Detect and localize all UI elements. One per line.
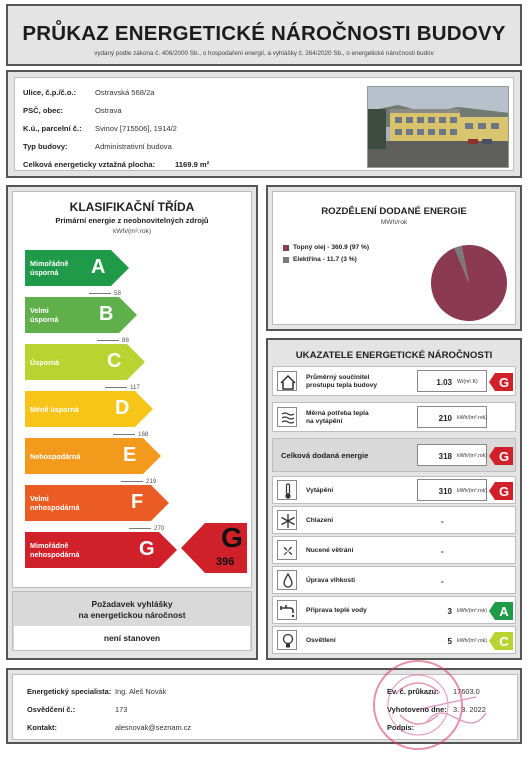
threshold-value: 88 bbox=[122, 337, 129, 344]
legend-swatch bbox=[283, 245, 289, 251]
indicator-badge-letter: G bbox=[498, 449, 510, 464]
snowflake-icon bbox=[277, 510, 297, 530]
info-label: PSČ, obec: bbox=[23, 106, 64, 115]
official-stamp bbox=[356, 653, 496, 757]
rating-letter: G bbox=[221, 522, 243, 553]
classification-scale bbox=[12, 191, 252, 588]
indicator-unit: kWh/(m².rok) bbox=[457, 638, 487, 644]
requirement-box bbox=[12, 591, 252, 651]
class-label: Úsporná bbox=[30, 358, 60, 367]
indicator-value: 3 bbox=[447, 607, 452, 616]
thermometer-icon bbox=[277, 480, 297, 500]
classification-title: KLASIFIKAČNÍ TŘÍDA bbox=[69, 200, 195, 214]
indicator-badge bbox=[489, 373, 513, 391]
indicator-name: Úprava vlhkosti bbox=[306, 577, 356, 584]
indicator-unit: kWh/(m².rok) bbox=[457, 608, 487, 614]
class-bar-g bbox=[25, 532, 177, 568]
contact-value: alesnovak@seznam.cz bbox=[115, 723, 192, 732]
class-label: Méně úsporná bbox=[30, 405, 79, 414]
info-value: Ostravská 568/2a bbox=[95, 88, 155, 97]
class-letter: A bbox=[91, 256, 106, 278]
threshold-line bbox=[97, 340, 119, 341]
class-bar-e bbox=[25, 438, 161, 474]
indicator-row bbox=[272, 402, 516, 432]
house-icon bbox=[277, 371, 297, 391]
legend-swatch bbox=[283, 257, 289, 263]
class-letter: C bbox=[107, 350, 122, 372]
contact-label: Kontakt: bbox=[27, 723, 57, 732]
indicator-name: Měrná potřeba tepla na vytápění bbox=[306, 410, 369, 425]
cert-value: 173 bbox=[115, 705, 128, 714]
info-label: K.ú., parcelní č.: bbox=[23, 124, 82, 133]
class-bar-c bbox=[25, 344, 145, 380]
threshold-value: 117 bbox=[130, 384, 140, 391]
class-bar-d bbox=[25, 391, 153, 427]
class-label: Nehospodárná bbox=[30, 452, 81, 461]
classification-panel bbox=[6, 185, 258, 660]
heat-waves-icon bbox=[277, 407, 297, 427]
info-label: Typ budovy: bbox=[23, 142, 68, 151]
threshold-line bbox=[121, 481, 143, 482]
document-subtitle: vydaný podle zákona č. 406/2000 Sb., o hospodaření energií, a vyhlášky č. 264/2020 Sb., o energetické náročnosti budov bbox=[94, 50, 434, 57]
indicator-row bbox=[272, 366, 516, 396]
specialist-label: Energetický specialista: bbox=[27, 687, 112, 696]
header-panel bbox=[6, 4, 522, 66]
class-letter: D bbox=[115, 397, 130, 419]
class-letter: E bbox=[123, 444, 137, 466]
threshold-line bbox=[105, 387, 127, 388]
building-photo bbox=[367, 86, 509, 168]
indicator-name: Vytápění bbox=[306, 487, 334, 494]
energy-split-box bbox=[272, 191, 516, 325]
cert-label: Osvědčení č.: bbox=[27, 705, 76, 714]
indicator-value: 1.03 bbox=[436, 378, 452, 387]
building-info-panel bbox=[6, 70, 522, 178]
threshold-line bbox=[89, 293, 111, 294]
lightbulb-icon bbox=[277, 630, 297, 650]
requirement-line-2: na energetickou náročnost bbox=[78, 610, 186, 620]
area-label: Celková energeticky vztažná plocha: bbox=[23, 160, 156, 169]
info-value: Ostrava bbox=[95, 106, 122, 115]
classification-subtitle: Primární energie z neobnovitelných zdrojů bbox=[55, 216, 209, 225]
indicator-value: 5 bbox=[447, 637, 452, 646]
indicator-unit: W/(m².K) bbox=[457, 379, 478, 385]
class-label: Velmi úsporná bbox=[30, 306, 59, 324]
class-label: Mimořádně nehospodárná bbox=[30, 541, 80, 559]
class-label: Velmi nehospodárná bbox=[30, 494, 80, 512]
indicator-value: 318 bbox=[438, 452, 452, 461]
class-bar-a bbox=[25, 250, 129, 286]
indicator-badge bbox=[489, 447, 513, 465]
classification-unit: kWh/(m².rok) bbox=[112, 228, 152, 235]
indicator-value: 310 bbox=[438, 487, 452, 496]
indicator-badge-letter: G bbox=[498, 484, 510, 499]
class-bar-b bbox=[25, 297, 137, 333]
class-bar-f bbox=[25, 485, 169, 521]
energy-split-unit: MWh/rok bbox=[380, 219, 408, 226]
info-value: Svinov [715506], 1914/2 bbox=[95, 124, 177, 133]
indicator-row bbox=[272, 438, 516, 472]
indicator-badge bbox=[489, 632, 513, 650]
indicator-value: - bbox=[441, 547, 444, 556]
document-title: PRŮKAZ ENERGETICKÉ NÁROČNOSTI BUDOVY bbox=[22, 22, 506, 45]
faucet-icon bbox=[277, 600, 297, 620]
indicator-unit: kWh/(m².rok) bbox=[457, 453, 487, 459]
indicator-row bbox=[272, 476, 516, 504]
threshold-line bbox=[129, 528, 151, 529]
indicator-row bbox=[272, 626, 516, 654]
indicator-name: Celková dodaná energie bbox=[281, 451, 369, 460]
indicator-row bbox=[272, 566, 516, 594]
class-letter: F bbox=[131, 491, 144, 513]
indicator-unit: kWh/(m².rok) bbox=[457, 488, 487, 494]
class-letter: G bbox=[139, 538, 155, 560]
date-label: Vyhotoveno dne: bbox=[387, 705, 447, 714]
indicator-value: - bbox=[441, 517, 444, 526]
indicators-panel bbox=[266, 338, 522, 660]
threshold-value: 270 bbox=[154, 525, 165, 532]
indicator-value: - bbox=[441, 577, 444, 586]
indicators-title: UKAZATELE ENERGETICKÉ NÁROČNOSTI bbox=[295, 350, 493, 361]
area-value: 1169.9 m² bbox=[175, 160, 210, 169]
threshold-value: 219 bbox=[146, 478, 157, 485]
threshold-value: 168 bbox=[138, 431, 149, 438]
indicator-badge-letter: C bbox=[499, 634, 509, 649]
threshold-line bbox=[113, 434, 135, 435]
indicator-badge bbox=[489, 602, 513, 620]
ev-value: 17603.0 bbox=[453, 687, 480, 696]
indicator-name: Průměrný součinitel prostupu tepla budovy bbox=[306, 374, 378, 389]
fan-icon bbox=[277, 540, 297, 560]
indicator-row bbox=[272, 536, 516, 564]
energy-split-panel bbox=[266, 185, 522, 331]
info-value: Administrativní budova bbox=[95, 142, 172, 151]
indicator-badge-letter: A bbox=[499, 604, 509, 619]
indicator-name: Chlazení bbox=[306, 517, 334, 524]
indicator-name: Nucené větrání bbox=[306, 547, 354, 554]
class-label: Mimořádně úsporná bbox=[30, 259, 69, 277]
signature-label: Podpis: bbox=[387, 723, 415, 732]
indicator-row bbox=[272, 506, 516, 534]
indicator-unit: kWh/(m².rok) bbox=[457, 415, 487, 421]
specialist-value: Ing. Aleš Novák bbox=[115, 687, 167, 696]
threshold-value: 58 bbox=[114, 290, 121, 297]
legend-label: Elektřina - 11.7 (3 %) bbox=[293, 256, 357, 263]
requirement-value: není stanoven bbox=[14, 626, 250, 650]
indicator-name: Osvětlení bbox=[306, 637, 336, 644]
indicator-name: Příprava teplé vody bbox=[306, 607, 367, 614]
rating-value: 396 bbox=[216, 556, 235, 568]
indicator-badge-letter: G bbox=[498, 375, 510, 390]
rating-marker bbox=[181, 523, 247, 573]
humidity-icon bbox=[277, 570, 297, 590]
info-label: Ulice, č.p./č.o.: bbox=[23, 88, 77, 97]
date-value: 3. 3. 2022 bbox=[453, 705, 486, 714]
indicator-badge bbox=[489, 482, 513, 500]
energy-split-title: ROZDĚLENÍ DODANÉ ENERGIE bbox=[321, 206, 467, 217]
indicator-value: 210 bbox=[438, 414, 452, 423]
requirement-line-1: Požadavek vyhlášky bbox=[91, 599, 173, 609]
building-info-box bbox=[14, 77, 514, 171]
ev-label: Ev. č. průkazu: bbox=[387, 687, 439, 696]
class-letter: B bbox=[99, 303, 114, 325]
legend-label: Topný olej - 360.9 (97 %) bbox=[293, 244, 370, 251]
indicator-row bbox=[272, 596, 516, 624]
energy-pie-chart bbox=[428, 244, 510, 322]
